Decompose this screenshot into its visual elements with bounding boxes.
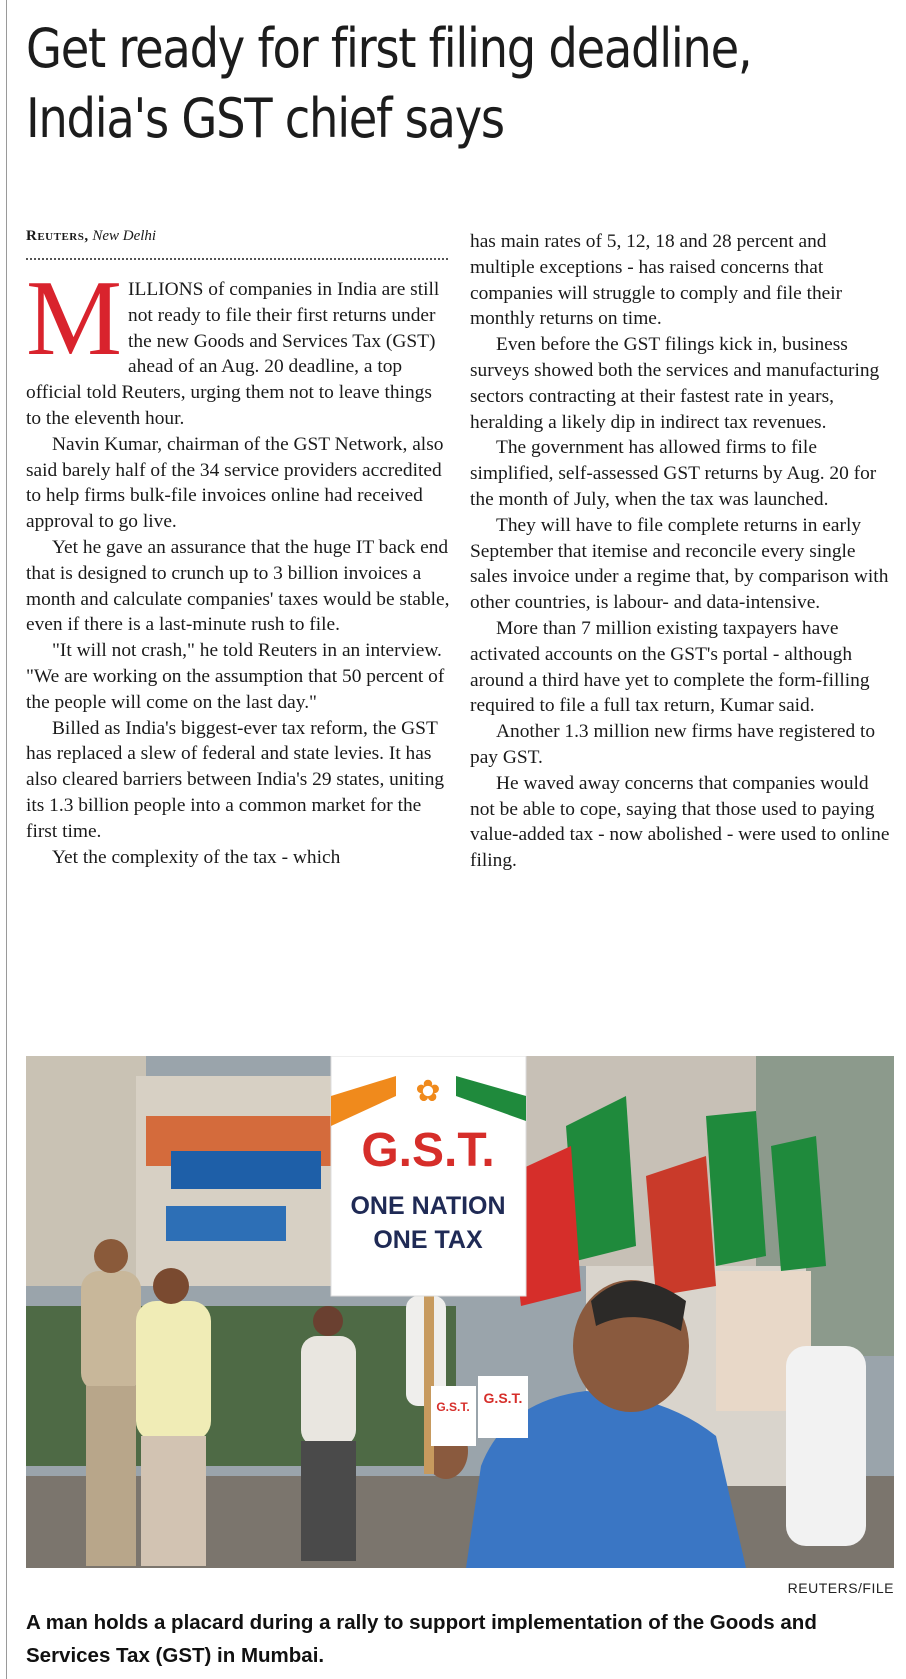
flag (646, 1156, 716, 1296)
headline (26, 14, 774, 154)
lead-paragraph (26, 259, 451, 432)
column-rule (6, 0, 7, 1679)
headline-line-2: India's GST chief says (26, 87, 504, 150)
building-left (26, 1056, 146, 1286)
lead-text: ILLIONS of companies in India are still not ready to file their first returns under the new Goods and Services Tax (GST) ahead of an Aug. 20 deadline, a top official told Reuters, urging them not to leave things to the eleventh hour. (26, 279, 440, 429)
body-paragraph: More than 7 million existing taxpayers have activated accounts on the GST's portal - although around a third have yet to complete the form-filling required to file a full tax return, Kumar said. (470, 617, 870, 717)
small-placard (478, 1376, 528, 1438)
headline-line-1: Get ready for first filing deadline, (26, 17, 752, 80)
drop-cap: M (26, 259, 123, 378)
small-placard-text: G.S.T. (436, 1400, 470, 1414)
body-paragraph: The government has allowed firms to file simplified, self-assessed GST returns by Aug. 20 for the month of July, when the tax was launched. (470, 437, 877, 510)
person-white-right (786, 1346, 866, 1546)
photo-credit: REUTERS/FILE (787, 1580, 894, 1596)
body-paragraph: Billed as India's biggest-ever tax reform, the GST has replaced a slew of federal and state levies. It has also cleared barriers between India's 29 states, uniting its 1.3 billion people into a common market for the first time. (26, 717, 445, 842)
person-head (153, 1268, 189, 1304)
bank-sign (171, 1151, 321, 1189)
person-head (313, 1306, 343, 1336)
body-paragraph: Another 1.3 million new firms have registered to pay GST. (470, 721, 876, 768)
placard-gst: G.S.T. (361, 1124, 495, 1177)
body-paragraph: "It will not crash," he told Reuters in an interview. "We are working on the assumption that 50 percent of the people will come on the last day." (26, 640, 445, 713)
placard-line-3: ONE TAX (373, 1226, 483, 1254)
news-photo (26, 1056, 894, 1568)
placard-stick (424, 1294, 434, 1474)
article-column-left (26, 259, 451, 870)
body-paragraph: Yet he gave an assurance that the huge IT back end that is designed to crunch up to 3 billion invoices a month and calculate companies' taxes would be stable, even if there is a last-minute rush to file. (26, 536, 450, 636)
person-legs (141, 1436, 206, 1566)
small-placard-text: G.S.T. (483, 1390, 523, 1406)
article-column-right (470, 229, 890, 874)
person-police-legs (86, 1386, 136, 1566)
body-paragraph: Yet the complexity of the tax - which (52, 846, 341, 868)
person-police (81, 1271, 141, 1391)
body-paragraph: He waved away concerns that companies would not be able to cope, saying that those used to paying value-added tax - now abolished - were used to online filing. (470, 772, 890, 872)
byline-agency: Reuters, (26, 228, 89, 244)
small-placard (431, 1386, 476, 1446)
body-paragraph: Even before the GST filings kick in, business surveys showed both the services and manufacturing sectors contracting at their fastest rate in years, heralding a likely dip in indirect tax revenues. (470, 334, 880, 433)
person-legs (301, 1441, 356, 1561)
flag (706, 1111, 766, 1266)
person-white-shirt (301, 1336, 356, 1446)
photo-caption: A man holds a placard during a rally to support implementation of the Goods and Services Tax (GST) in Mumbai. (26, 1611, 817, 1667)
person-yellow-shirt (136, 1301, 211, 1441)
bank-sign-2 (166, 1206, 286, 1241)
lotus-icon: ✿ (415, 1075, 441, 1108)
byline-place: New Delhi (92, 228, 157, 244)
person-head (94, 1239, 128, 1273)
body-paragraph-continued: has main rates of 5, 12, 18 and 28 percent and multiple exceptions - has raised concerns that companies will struggle to comply and file their monthly returns on time. (470, 231, 843, 330)
body-paragraph: They will have to file complete returns in early September that itemise and reconcile every single sales invoice under a regime that, by comparison with other countries, is labour- and data-intensive. (470, 514, 889, 614)
body-paragraph: Navin Kumar, chairman of the GST Network, also said barely half of the 34 service providers accredited to help firms bulk-file invoices online had received approval to go live. (26, 433, 444, 533)
byline (26, 228, 156, 245)
placard-line-2: ONE NATION (350, 1192, 506, 1220)
